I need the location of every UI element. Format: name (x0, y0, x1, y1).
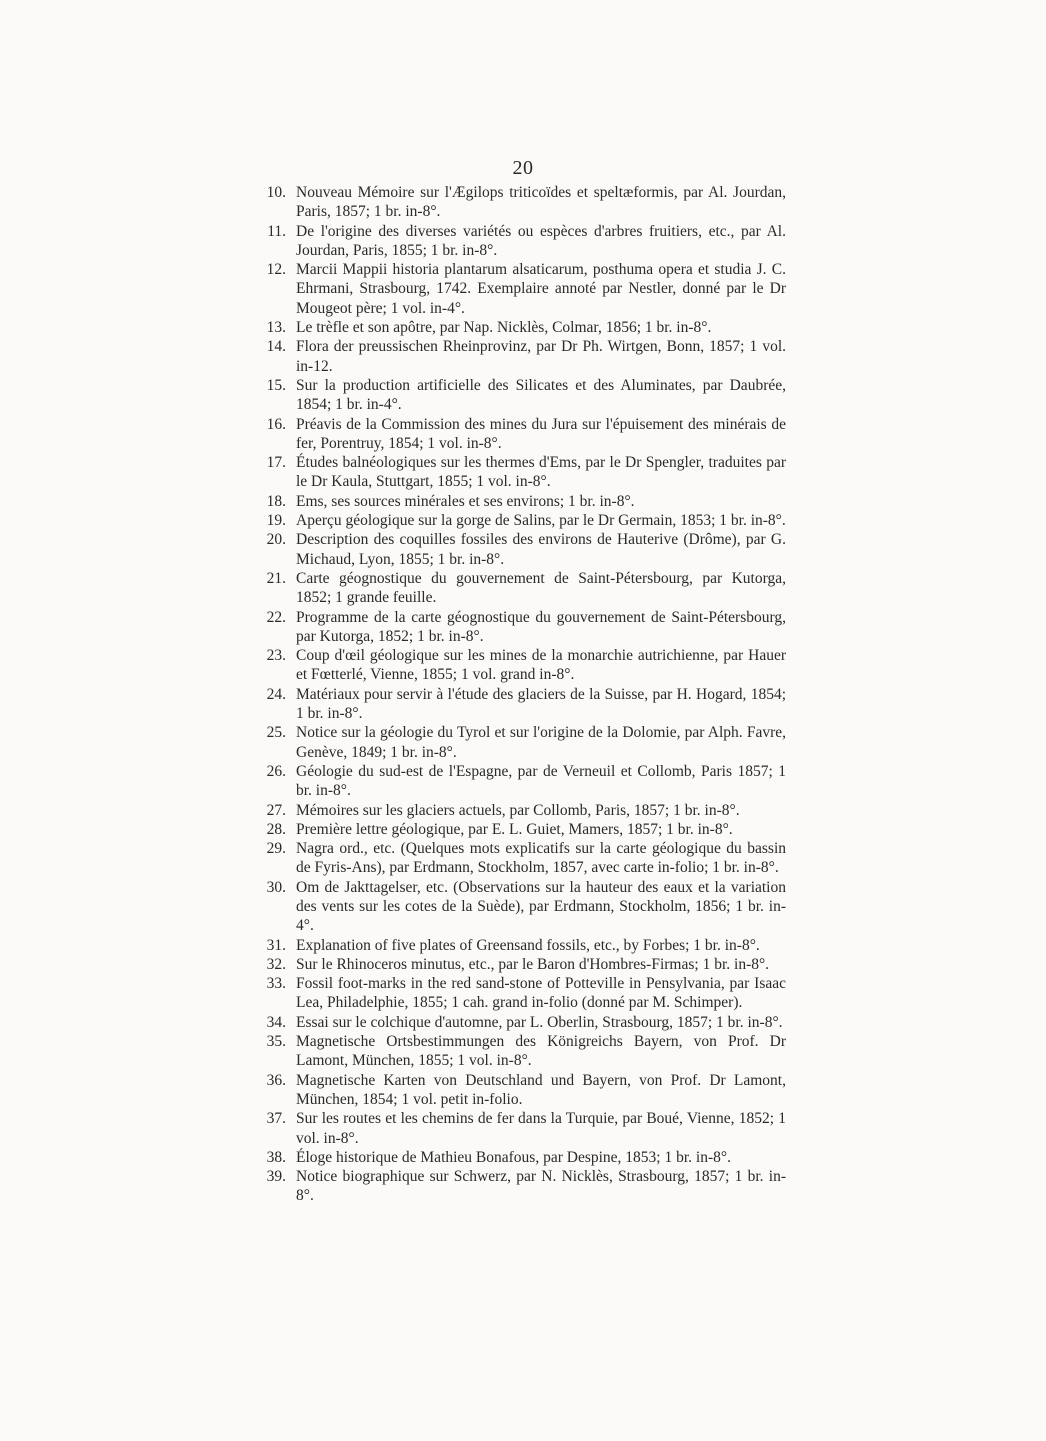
entry-text: Études balnéologiques sur les thermes d'Ems, par le Dr Spengler, traduites par le Dr Kaula, Stuttgart, 1855; 1 vol. in-8°. (296, 454, 786, 491)
entry-number: 36. (266, 1071, 286, 1089)
list-item (256, 646, 786, 685)
entry-number: 12. (266, 261, 286, 279)
entry-text: Essai sur le colchique d'automne, par L. Oberlin, Strasbourg, 1857; 1 br. in-8°. (296, 1013, 783, 1031)
entry-text: Om de Jakttagelser, etc. (Observations sur la hauteur des eaux et la variation des vents sur les cotes de la Suède), par Erdmann, Stockholm, 1856; 1 br. in-4°. (296, 878, 786, 935)
entry-number: 19. (266, 512, 286, 530)
entry-number: 31. (266, 936, 286, 954)
bibliography-list (256, 183, 786, 1206)
entry-text: Coup d'œil géologique sur les mines de la monarchie autrichienne, par Hauer et Fœtterlé, Vienne, 1855; 1 vol. grand in-8°. (296, 647, 786, 684)
list-item (256, 492, 786, 511)
entry-text: Préavis de la Commission des mines du Jura sur l'épuisement des minérais de fer, Porentruy, 1854; 1 vol. in-8°. (296, 415, 786, 452)
entry-text: Notice sur la géologie du Tyrol et sur l'origine de la Dolomie, par Alph. Favre, Genève, 1849; 1 br. in-8°. (296, 724, 786, 761)
entry-number: 17. (266, 454, 286, 472)
list-item (256, 183, 786, 222)
entry-number: 24. (266, 685, 286, 703)
list-item (256, 222, 786, 261)
list-item (256, 415, 786, 454)
list-item (256, 955, 786, 974)
entry-number: 30. (266, 878, 286, 896)
entry-text: Marcii Mappii historia plantarum alsaticarum, posthuma opera et studia J. C. Ehrmani, Strasbourg, 1742. Exemplaire annoté par Nestler, donné par le Dr Mougeot père; 1 vol. in-4°. (296, 261, 786, 317)
entry-number: 27. (266, 801, 286, 819)
entry-number: 25. (266, 724, 286, 742)
entry-text: Sur le Rhinoceros minutus, etc., par le Baron d'Hombres-Firmas; 1 br. in-8°. (296, 955, 770, 973)
entry-number: 26. (266, 762, 286, 780)
list-item (256, 1032, 786, 1071)
list-item (256, 878, 786, 936)
entry-text: Notice biographique sur Schwerz, par N. Nicklès, Strasbourg, 1857; 1 br. in-8°. (296, 1168, 786, 1205)
list-item (256, 1148, 786, 1167)
entry-text: Première lettre géologique, par E. L. Guiet, Mamers, 1857; 1 br. in-8°. (296, 820, 733, 838)
entry-number: 18. (266, 492, 286, 510)
list-item (256, 511, 786, 530)
entry-text: Ems, ses sources minérales et ses environs; 1 br. in-8°. (296, 492, 635, 510)
page-number: 20 (512, 157, 534, 179)
entry-text: Mémoires sur les glaciers actuels, par Collomb, Paris, 1857; 1 br. in-8°. (296, 801, 740, 819)
entry-text: Flora der preussischen Rheinprovinz, par Dr Ph. Wirtgen, Bonn, 1857; 1 vol. in-12. (296, 338, 786, 375)
list-item (256, 337, 786, 376)
entry-number: 21. (266, 569, 286, 587)
entry-text: Sur les routes et les chemins de fer dans la Turquie, par Boué, Vienne, 1852; 1 vol. in-8°. (296, 1110, 786, 1147)
entry-text: Fossil foot-marks in the red sand-stone of Potteville in Pensylvania, par Isaac Lea, Philadelphie, 1855; 1 cah. grand in-folio (donné par M. Schimper). (296, 975, 786, 1012)
entry-text: Description des coquilles fossiles des environs de Hauterive (Drôme), par G. Michaud, Lyon, 1855; 1 br. in-8°. (296, 531, 786, 568)
entry-number: 38. (266, 1148, 286, 1166)
list-item (256, 376, 786, 415)
list-item (256, 608, 786, 647)
list-item (256, 453, 786, 492)
entry-number: 16. (266, 415, 286, 433)
list-item (256, 569, 786, 608)
list-item (256, 839, 786, 878)
entry-number: 20. (266, 531, 286, 549)
list-item (256, 318, 786, 337)
entry-text: Explanation of five plates of Greensand fossils, etc., by Forbes; 1 br. in-8°. (296, 936, 760, 954)
entry-number: 39. (266, 1168, 286, 1186)
entry-text: Magnetische Ortsbestimmungen des Königreichs Bayern, von Prof. Dr Lamont, München, 1855; 1 vol. in-8°. (296, 1033, 786, 1070)
list-item (256, 974, 786, 1013)
list-item (256, 1109, 786, 1148)
entry-number: 28. (266, 820, 286, 838)
list-item (256, 1071, 786, 1110)
entry-number: 23. (266, 647, 286, 665)
list-item (256, 936, 786, 955)
entry-text: Aperçu géologique sur la gorge de Salins, par le Dr Germain, 1853; 1 br. in-8°. (296, 512, 786, 530)
entry-text: Géologie du sud-est de l'Espagne, par de Verneuil et Collomb, Paris 1857; 1 br. in-8°. (296, 762, 786, 800)
entry-text: De l'origine des diverses variétés ou espèces d'arbres fruitiers, etc., par Al. Jourdan, Paris, 1855; 1 br. in-8°. (296, 222, 786, 259)
entry-number: 14. (266, 338, 286, 356)
entry-number: 13. (266, 319, 286, 337)
entry-text: Le trèfle et son apôtre, par Nap. Nicklès, Colmar, 1856; 1 br. in-8°. (296, 319, 712, 337)
list-item (256, 762, 786, 801)
list-item (256, 1013, 786, 1032)
entry-text: Éloge historique de Mathieu Bonafous, par Despine, 1853; 1 br. in-8°. (296, 1148, 731, 1166)
entry-number: 32. (266, 955, 286, 973)
entry-text: Nagra ord., etc. (Quelques mots explicatifs sur la carte géologique du bassin de Fyris-Ans), par Erdmann, Stockholm, 1857, avec carte in-folio; 1 br. in-8°. (296, 840, 786, 877)
list-item (256, 685, 786, 724)
entry-number: 34. (266, 1013, 286, 1031)
list-item (256, 801, 786, 820)
entry-number: 33. (266, 975, 286, 993)
entry-number: 15. (266, 376, 286, 394)
entry-text: Carte géognostique du gouvernement de Saint-Pétersbourg, par Kutorga, 1852; 1 grande feuille. (296, 569, 786, 607)
entry-number: 37. (266, 1110, 286, 1128)
entry-text: Magnetische Karten von Deutschland und Bayern, von Prof. Dr Lamont, München, 1854; 1 vol. petit in-folio. (296, 1071, 786, 1108)
entry-number: 10. (266, 184, 286, 201)
list-item (256, 530, 786, 569)
entry-text: Nouveau Mémoire sur l'Ægilops triticoïdes et speltæformis, par Al. Jourdan, Paris, 1857; 1 br. in-8°. (296, 184, 786, 221)
entry-number: 29. (266, 840, 286, 858)
entry-text: Programme de la carte géognostique du gouvernement de Saint-Pétersbourg, par Kutorga, 1852; 1 br. in-8°. (296, 608, 786, 645)
entry-text: Sur la production artificielle des Silicates et des Aluminates, par Daubrée, 1854; 1 br. in-4°. (296, 376, 786, 414)
entry-text: Matériaux pour servir à l'étude des glaciers de la Suisse, par H. Hogard, 1854; 1 br. in-8°. (296, 685, 786, 723)
list-item (256, 260, 786, 318)
entry-number: 11. (267, 222, 286, 240)
list-item (256, 723, 786, 762)
entry-number: 35. (266, 1033, 286, 1051)
entry-number: 22. (266, 608, 286, 626)
list-item (256, 1167, 786, 1206)
list-item (256, 820, 786, 839)
